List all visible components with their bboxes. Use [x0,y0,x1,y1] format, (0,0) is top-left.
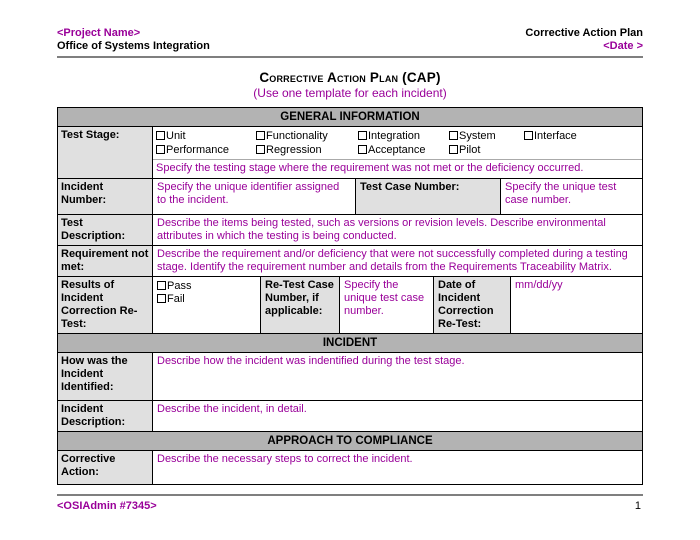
footer-admin-id: <OSIAdmin #7345> [57,500,157,512]
checkbox-interface-label: Interface [534,130,577,142]
checkbox-performance[interactable] [156,145,165,154]
section-header-general: GENERAL INFORMATION [58,108,642,127]
document-name: Corrective Action Plan [525,27,643,39]
page-subtitle: (Use one template for each incident) [253,86,447,100]
checkbox-pilot-label: Pilot [459,144,481,156]
incident-description-hint: Describe the incident, in detail. [157,403,307,415]
checkbox-functionality-label: Functionality [266,130,328,142]
page-header [57,27,643,58]
title-block [0,70,700,100]
footer-page-number: 1 [634,500,641,512]
checkbox-regression-label: Regression [266,144,322,156]
retest-date-label: Date of Incident Correction Re-Test: [434,277,511,333]
row-how-identified [58,353,642,401]
row-corrective-action [58,451,642,484]
retest-case-number-hint: Specify the unique test case number. [340,277,434,333]
test-description-label: Test Description: [58,215,153,245]
checkbox-regression[interactable] [256,145,265,154]
checkbox-system-label: System [459,130,496,142]
checkbox-system[interactable] [449,131,458,140]
incident-number-label: Incident Number: [58,179,153,214]
corrective-action-hint: Describe the necessary steps to correct the incident. [157,453,413,465]
requirement-not-met-hint: Describe the requirement and/or deficiency that were not successfully completed during a testing stage. Identify the requirement number and details from the Requirements Traceability Matrix. [157,248,628,273]
project-name: <Project Name> [57,27,141,39]
test-description-hint: Describe the items being tested, such as versions or revision levels. Describe environmental attributes in which the testing is being conducted. [157,217,606,242]
page-footer [57,494,643,512]
test-stage-instruction: Specify the testing stage where the requirement was not met or the deficiency occurred. [153,159,642,178]
section-header-compliance: APPROACH TO COMPLIANCE [58,432,642,451]
checkbox-functionality[interactable] [256,131,265,140]
checkbox-integration-label: Integration [368,130,420,142]
corrective-action-label: Corrective Action: [58,451,153,484]
organization-name: Office of Systems Integration [57,40,210,52]
checkbox-acceptance[interactable] [358,145,367,154]
checkbox-fail-label: Fail [167,293,185,305]
test-case-number-label: Test Case Number: [356,179,501,214]
requirement-not-met-label: Requirement not met: [58,246,153,276]
checkbox-pass-label: Pass [167,280,192,292]
header-rule [57,56,643,58]
retest-case-number-label: Re-Test Case Number, if applicable: [261,277,340,333]
checkbox-pilot[interactable] [449,145,458,154]
how-identified-hint: Describe how the incident was indentified during the test stage. [157,355,465,367]
checkbox-performance-label: Performance [166,144,229,156]
checkbox-unit[interactable] [156,131,165,140]
results-retest-options [153,277,261,333]
cap-form-table [57,107,643,485]
row-incident-number [58,179,642,215]
test-stage-label: Test Stage: [58,127,153,178]
checkbox-fail[interactable] [157,294,166,303]
date-placeholder: <Date > [603,40,643,52]
row-test-stage [58,127,642,179]
checkbox-unit-label: Unit [166,130,186,142]
checkbox-acceptance-label: Acceptance [368,144,426,156]
incident-number-hint: Specify the unique identifier assigned to the incident. [153,179,356,214]
retest-date-value: mm/dd/yy [515,279,563,291]
page-title: Corrective Action Plan (CAP) [259,70,441,85]
checkbox-integration[interactable] [358,131,367,140]
row-incident-description [58,401,642,432]
test-case-number-hint: Specify the unique test case number. [505,181,617,206]
how-identified-label: How was the Incident Identified: [58,353,153,400]
incident-description-label: Incident Description: [58,401,153,431]
row-results-retest [58,277,642,334]
row-requirement-not-met [58,246,642,277]
checkbox-pass[interactable] [157,281,166,290]
checkbox-interface[interactable] [524,131,533,140]
section-header-incident: INCIDENT [58,334,642,353]
results-retest-label: Results of Incident Correction Re-Test: [58,277,153,333]
test-stage-options [153,127,642,159]
row-test-description [58,215,642,246]
